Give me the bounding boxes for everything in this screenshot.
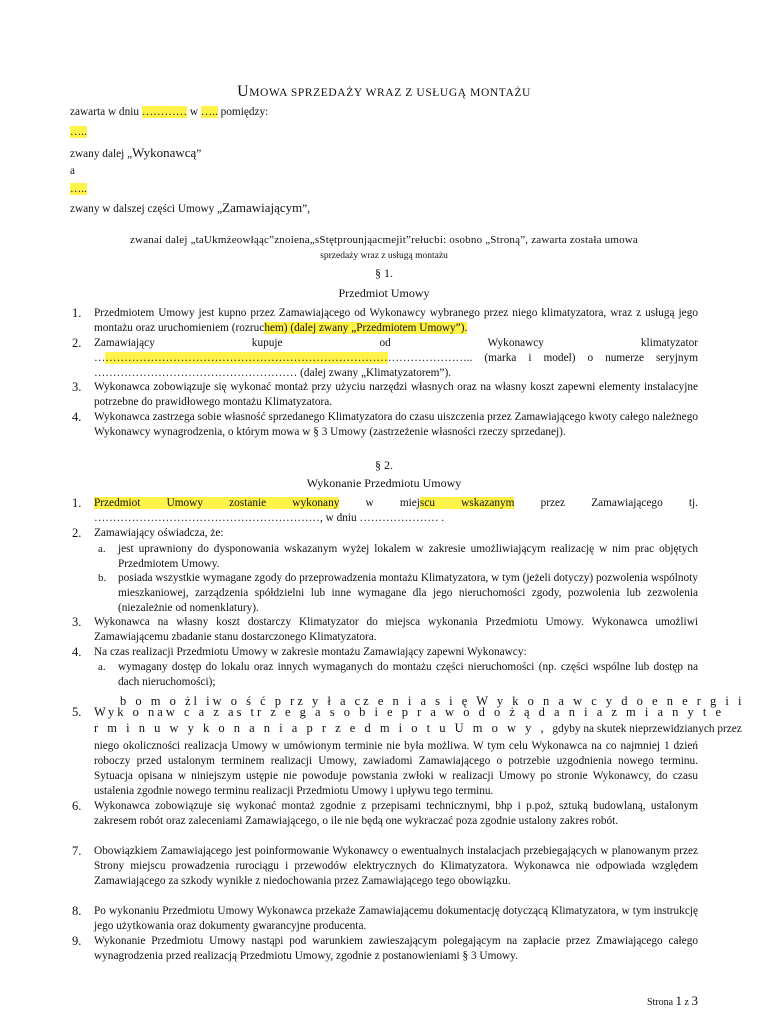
s2-item-5-scrambled-line2: r m i n u w y k o n a n i a p r z e d m i o t u U m o w y , gdyby na skutek nieprzewidzianych przez	[94, 721, 742, 735]
page-number-footer: Strona 1 z 3	[646, 993, 698, 1008]
section-2-heading: Wykonanie Przedmiotu Umowy	[306, 476, 462, 490]
s2-item-6: 6. Wykonawca zobowiązuje się wykonać montaż zgodnie z przepisami technicznymi, bhp i p.poż, sztuką budowlaną, ustalonym zakresem robót oraz zaleceniami Zamawiającego, o ile nie będą one wykraczać poza zgodnie ustalony zakres robót.	[72, 799, 698, 827]
s2-item-8: 8. Po wykonaniu Przedmiotu Umowy Wykonawca przekaże Zamawiającemu dokumentację dotyczącą Klimatyzatora, w tym instrukcję jego użytkowania oraz dokumenty gwarancyjne producenta.	[72, 904, 698, 932]
s1-item-3: 3. Wykonawca zobowiązuje się wykonać montaż przy użyciu narzędzi własnych oraz na własny koszt zapewni elementy instalacyjne potrzebne do prawidłowego montażu Klimatyzatora.	[72, 380, 698, 408]
s2-item-5-scrambled-line1: 5. Wyk o naw c a z as tr z e g a s o b i e p r a w o d o ż ą d a n i a z m i a n y t e	[72, 705, 725, 719]
section-2-sign: § 2.	[375, 458, 393, 472]
s2-item-4a: a. wymagany dostęp do lokalu oraz innych wymaganych do montażu części nieruchomości (np. części wspólne lub dostęp na dach nieruchomości);	[98, 661, 698, 688]
s1-item-2: 2. Zamawiający kupuje od Wykonawcy klimatyzator ……………………………………………………………………………………….. (marka i model) o numerze seryjnym ……………………………………………… (dalej zwany „Klimatyzatorem”).	[72, 336, 698, 379]
s1-item-4: 4. Wykonawca zastrzega sobie własność sprzedanego Klimatyzatora do czasu uiszczenia przez Zamawiającego kwoty całego należnego Wykonawcy wynagrodzenia, o którym mowa w § 3 Umowy (zastrzeżenie własności rzeczy sprzedanej).	[72, 410, 698, 438]
scrambled-intro-line-2: sprzedaży wraz z usługą montażu	[320, 251, 448, 261]
s1-item-1: 1. Przedmiotem Umowy jest kupno przez Zamawiającego od Wykonawcy wybranego przez niego klimatyzatora, wraz z usługą jego montażu oraz uruchomieniem (rozruchem) (dalej zwany „Przedmiotem Umowy”).	[72, 306, 698, 334]
s2-item-2: 2. Zamawiający oświadcza, że:	[72, 526, 224, 540]
party1-role: zwany dalej „Wykonawcą”	[70, 145, 202, 160]
s2-item-7: 7. Obowiązkiem Zamawiającego jest poinformowanie Wykonawcy o ewentualnych instalacjach przebiegających w planowanym przez Strony miejscu prowadzenia rurociągu i przewodów elektrycznych do Klimatyzatora. Wykonawca nie odpowiada względem Zamawiającego za szkody wynikłe z niedochowania przez Zamawiającego tego obowiązku.	[72, 844, 698, 887]
s2-item-9: 9. Wykonanie Przedmiotu Umowy nastąpi pod warunkiem zawieszającym polegającym na zapłacie przez Zmawiającego całego wynagrodzenia przed realizacją Przedmiotu Umowy, zgodnie z postanowieniami § 3 Umowy.	[72, 934, 698, 962]
party2-role: zwany w dalszej części Umowy „Zamawiającym”,	[70, 200, 311, 215]
s2-item-1: 1. Przedmiot Umowy zostanie wykonany w miejscu wskazanym przez Zamawiającego tj. ……………………………………………………, w dniu ………………… .	[72, 496, 698, 524]
party2-blank: …..	[70, 183, 87, 195]
s2-item-5-scrambled-top: b o m o żl iw o ś ć p rz y ł a cz e n i a s i ę W y k o n a w c y d o e n e r g i i	[120, 694, 745, 708]
document-title: UMOWA SPRZEDAŻY WRAZ Z USŁUGĄ MONTAŻU	[237, 83, 531, 100]
s2-item-5-text: niego okoliczności realizacja Umowy w umówionym terminie nie była możliwa. W tym celu Wykonawca na co najmniej 1 dzień roboczy przed ustalonym terminem realizacji Umowy, zawiadomi Zamawiającego o potrzebie uzgodnienia nowego terminu. Sytuacja opisana w niniejszym ustępie nie powoduje powstania zwłoki w realizacji Umowy po stronie Wykonawcy, do czasu ustalenia zgodnie nowego terminu realizacji Przedmiotu Umowy i upływu tego terminu.	[94, 740, 698, 797]
s2-item-2a: a. jest uprawniony do dysponowania wskazanym wyżej lokalem w zakresie umożliwiającym realizację w nim prac objętych Przedmiotem Umowy.	[98, 543, 698, 570]
section-1-heading: Przedmiot Umowy	[338, 286, 430, 300]
s2-item-3: 3. Wykonawca na własny koszt dostarczy Klimatyzator do miejsca wykonania Przedmiotu Umowy. Wykonawca umożliwi Zamawiającemu zbadanie stanu dostarczonego Klimatyzatora.	[72, 615, 698, 643]
and-word: a	[70, 165, 76, 177]
scrambled-intro-line-1: zwanai dalej „taUkmżeowłąąc”znoiena„sStętprounjąacmejit”rełucbi: osobno „Stroną”, zawarta została umowa	[129, 234, 639, 246]
s2-item-4: 4. Na czas realizacji Przedmiotu Umowy w zakresie montażu Zamawiający zapewni Wykonawcy:	[72, 645, 527, 659]
intro-line: zawarta w dniu ………… w ….. pomiędzy:	[70, 106, 269, 118]
party1-blank: …..	[70, 126, 87, 138]
s2-item-2b: b. posiada wszystkie wymagane zgody do przeprowadzenia montażu Klimatyzatora, w tym (jeżeli dotyczy) pozwolenia wspólnoty mieszkaniowej, zarządzenia spółdzielni lub inne wymagane dla jego nieruchomości zgody, pozwolenia lub zezwolenia (niezależnie od nomenklatury).	[98, 572, 698, 614]
section-1-sign: § 1.	[375, 266, 393, 280]
